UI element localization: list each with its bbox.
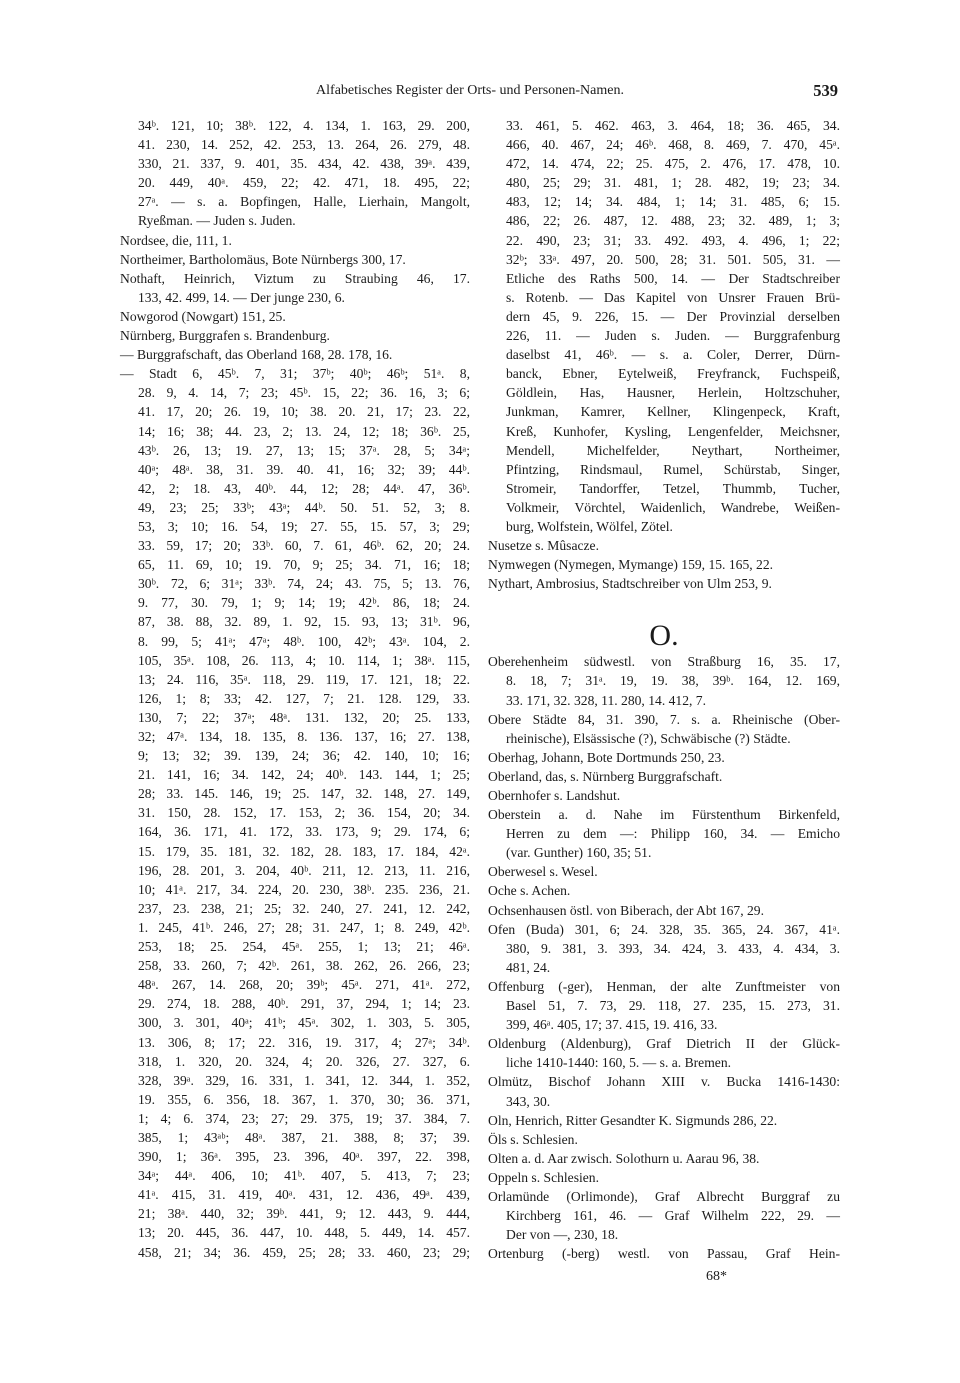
index-entry bbox=[120, 250, 470, 269]
entry-line: 126, 1; 8; 33; 42. 127, 7; 21. 128. 129, 33. bbox=[138, 690, 470, 706]
entry-line: 22. 490, 23; 31; 33. 492. 493, 4. 496, 1; 22; bbox=[506, 232, 840, 248]
entry-line: 34ᵃ; 44ᵃ. 406, 10; 41ᵇ. 407, 5. 413, 7; 23; bbox=[138, 1168, 470, 1184]
index-entry bbox=[120, 269, 470, 307]
entry-line: 458, 21; 34; 36. 459, 25; 28; 33. 460, 23; 29; bbox=[138, 1244, 470, 1260]
entry-line: 40ᵃ; 48ᵃ. 38, 31. 39. 40. 41, 16; 32; 39; 44ᵇ. bbox=[138, 461, 470, 477]
entry-line: 343, 30. bbox=[506, 1093, 551, 1109]
entry-line: 21. 141, 16; 34. 142, 24; 40ᵇ. 143. 144, 1; 25; bbox=[138, 767, 470, 783]
entry-line: Volkmeir, Vörchtel, Waidenlich, Wandrebe, Weißen- bbox=[506, 499, 840, 515]
right-column-o-entries bbox=[488, 652, 840, 1263]
entry-line: 41. 230, 14. 252, 42. 253, 13. 264, 26. 279, 48. bbox=[138, 137, 470, 153]
entry-line: Olten a. d. Aar zwisch. Solothurn u. Aarau 96, 38. bbox=[488, 1150, 760, 1166]
entry-line: Ryeßman. — Juden s. Juden. bbox=[138, 213, 296, 229]
index-entry bbox=[488, 920, 840, 977]
entry-line: 253, 18; 25. 254, 45ᵃ. 255, 1; 13; 21; 46ᵃ. bbox=[138, 939, 470, 955]
entry-line: rheinische), Elsässische (?), Schwäbische (?) Städte. bbox=[506, 730, 791, 746]
entry-line: Öls s. Schlesien. bbox=[488, 1131, 578, 1147]
left-column bbox=[120, 116, 470, 1262]
section-heading-o: O. bbox=[649, 619, 679, 653]
entry-line: s. Rotenb. — Das Kapitel von Unsrer Frauen Brü- bbox=[506, 289, 840, 305]
entry-line: Basel 51, 7. 73, 29. 118, 27. 235, 15. 273, 31. bbox=[506, 998, 840, 1014]
entry-line: Offenburg (-ger), Henman, der alte Zunftmeister von bbox=[488, 978, 840, 994]
entry-line: 481, 24. bbox=[506, 959, 551, 975]
entry-line: Göldlein, Has, Hausner, Herlein, Holtzschuher, bbox=[506, 385, 840, 401]
entry-line: 42, 2; 18. 43, 40ᵇ. 44, 12; 28; 44ᵃ. 47, 36ᵇ. bbox=[138, 480, 470, 496]
entry-line: Pfintzing, Rindsmaul, Rumel, Schürstab, Singer, bbox=[506, 461, 840, 477]
entry-line: 10; 41ᵃ. 217, 34. 224, 20. 230, 38ᵇ. 235. 236, 21. bbox=[138, 881, 470, 897]
index-entry bbox=[488, 555, 840, 574]
index-entry bbox=[488, 901, 840, 920]
index-entry bbox=[488, 977, 840, 1034]
index-entry bbox=[120, 231, 470, 250]
entry-line: daselbst 41, 46ᵇ. — s. a. Coler, Derrer, Dürn- bbox=[506, 347, 840, 363]
entry-line: Oberwesel s. Wesel. bbox=[488, 864, 598, 880]
continued-entry bbox=[120, 116, 470, 231]
entry-line: 9; 13; 32; 39. 139, 24; 36; 42. 140, 10; 16; bbox=[138, 748, 470, 764]
entry-line: Ochsenhausen östl. von Biberach, der Abt 167, 29. bbox=[488, 902, 764, 918]
entry-line: 53, 3; 10; 16. 54, 19; 27. 55, 15. 57, 3; 29; bbox=[138, 518, 470, 534]
entry-line: 19. 355, 6. 356, 18. 367, 1. 370, 30; 36. 371, bbox=[138, 1091, 470, 1107]
entry-line: 1. 245, 41ᵇ. 246, 27; 28; 31. 247, 1; 8. 249, 42ᵇ. bbox=[138, 919, 470, 935]
index-entry bbox=[488, 1149, 840, 1168]
continued-entry bbox=[488, 116, 840, 536]
entry-line: 21; 38ᵃ. 440, 32; 39ᵇ. 441, 9; 12. 443, 9. 444, bbox=[138, 1206, 470, 1222]
entry-line: 1; 4; 6. 374, 23; 27; 29. 375, 19; 37. 384, 7. bbox=[138, 1110, 470, 1126]
entry-line: 226, 11. — Juden s. Juden. — Burggrafenburg bbox=[506, 328, 840, 344]
index-entry bbox=[488, 1034, 840, 1072]
entry-line: 385, 1; 43ᵃᵇ; 48ᵃ. 387, 21. 388, 8; 37; 39. bbox=[138, 1129, 470, 1145]
entry-line: 87, 38. 88, 32. 89, 1. 92, 15. 93, 13; 31ᵇ. 96, bbox=[138, 614, 470, 630]
entry-line: 237, 23. 238, 21; 25; 32. 240, 27. 241, 12. 242, bbox=[138, 900, 470, 916]
entry-line: 13; 20. 445, 36. 447, 10. 448, 5. 449, 14. 457. bbox=[138, 1225, 470, 1241]
entry-line: 20. 449, 40ᵃ. 459, 22; 42. 471, 18. 495, 22; bbox=[138, 175, 470, 191]
entry-line: 328, 39ᵃ. 329, 16. 331, 1. 341, 12. 344, 1. 352, bbox=[138, 1072, 470, 1088]
entry-line: 33. 171, 32. 328, 11. 280, 14. 412, 7. bbox=[506, 692, 707, 708]
entry-line: 33. 461, 5. 462. 463, 3. 464, 18; 36. 465, 34. bbox=[506, 118, 840, 133]
entry-line: Junkman, Kamrer, Kellner, Klingenpeck, Kraft, bbox=[506, 404, 840, 420]
entry-line: 41. 17, 20; 26. 19, 10; 38. 20. 21, 17; 23. 22, bbox=[138, 404, 470, 420]
index-entry bbox=[488, 574, 840, 593]
entry-line: 28; 33. 145. 146, 19; 25. 147, 32. 148, 27. 149, bbox=[138, 786, 470, 802]
entry-line: Orlamünde (Orlimonde), Graf Albrecht Burggraf zu bbox=[488, 1188, 840, 1204]
entry-line: 28. 9, 4. 14, 7; 23; 45ᵇ. 15, 22; 36. 16, 3; 6; bbox=[138, 385, 470, 401]
entry-line: 483, 12; 14; 34. 484, 1; 14; 31. 485, 6; 15. bbox=[506, 194, 840, 210]
entry-line: Oche s. Achen. bbox=[488, 883, 571, 899]
index-entry bbox=[488, 710, 840, 748]
entry-line: 9. 77, 30. 79, 1; 9; 14; 19; 42ᵇ. 86, 18; 24. bbox=[138, 595, 470, 611]
index-entry bbox=[488, 536, 840, 555]
entry-line: Nordsee, die, 111, 1. bbox=[120, 232, 232, 248]
index-entry bbox=[488, 786, 840, 805]
entry-line: 472, 14. 474, 22; 25. 475, 2. 476, 17. 478, 10. bbox=[506, 156, 840, 172]
entry-line: Oppeln s. Schlesien. bbox=[488, 1169, 600, 1185]
index-entry bbox=[120, 364, 470, 1261]
entry-line: 133, 42. 499, 14. — Der junge 230, 6. bbox=[138, 289, 345, 305]
index-entry bbox=[488, 748, 840, 767]
entry-line: Nymwegen (Nymegen, Mymange) 159, 15. 165, 22. bbox=[488, 557, 774, 573]
entry-line: 15. 179, 35. 181, 32. 182, 28. 183, 17. 184, 42ᵃ. bbox=[138, 843, 470, 859]
printer-signature-mark: 68* bbox=[706, 1269, 727, 1284]
entry-line: Nowgorod (Nowgart) 151, 25. bbox=[120, 308, 286, 324]
index-entry bbox=[120, 345, 470, 364]
entry-line: 49, 23; 25; 33ᵇ; 43ᵃ; 44ᵇ. 50. 51. 52, 3; 8. bbox=[138, 499, 470, 515]
index-entry bbox=[488, 1111, 840, 1130]
entry-line: Oberland, das, s. Nürnberg Burggrafschaft. bbox=[488, 768, 723, 784]
index-entry bbox=[488, 1130, 840, 1149]
entry-line: Nothaft, Heinrich, Viztum zu Straubing 46, 17. bbox=[120, 270, 470, 286]
entry-line: 43ᵇ. 26, 13; 19. 27, 13; 15; 37ᵃ. 28, 5; 34ᵃ; bbox=[138, 442, 470, 458]
entry-line: 30ᵇ. 72, 6; 31ᵃ; 33ᵇ. 74, 24; 43. 75, 5; 13. 76, bbox=[138, 576, 470, 592]
entry-line: 8. 99, 5; 41ᵃ; 47ᵃ; 48ᵇ. 100, 42ᵇ; 43ᵃ. 104, 2. bbox=[138, 633, 470, 649]
entry-line: Kirchberg 161, 46. — Graf Wilhelm 222, 29. — bbox=[506, 1208, 840, 1224]
entry-line: Kreß, Kunhofer, Kysling, Lengenfelder, Meichsner, bbox=[506, 423, 840, 439]
entry-line: 33. 59, 17; 20; 33ᵇ. 60, 7. 61, 46ᵇ. 62, 20; 24. bbox=[138, 538, 470, 554]
entry-line: Herren zu dem —: Philipp 160, 34. — Emicho bbox=[506, 826, 840, 842]
entry-line: 164, 36. 171, 41. 172, 33. 173, 9; 29. 174, 6; bbox=[138, 824, 470, 840]
index-entry bbox=[120, 326, 470, 345]
entry-line: Stromeir, Tandorffer, Tetzel, Thummb, Tucher, bbox=[506, 480, 840, 496]
entry-line: Nürnberg, Burggrafen s. Brandenburg. bbox=[120, 328, 330, 344]
entry-line: Oln, Henrich, Ritter Gesandter K. Sigmunds 286, 22. bbox=[488, 1112, 778, 1128]
entry-line: 31. 150, 28. 152, 17. 153, 2; 36. 154, 20; 34. bbox=[138, 805, 470, 821]
entry-line: 13. 306, 8; 17; 22. 316, 19. 317, 4; 27ᵃ; 34ᵇ. bbox=[138, 1034, 470, 1050]
entry-line: 32; 47ᵃ. 134, 18. 135, 8. 136. 137, 16; 27. 138, bbox=[138, 729, 470, 744]
entry-line: Nythart, Ambrosius, Stadtschreiber von Ulm 253, 9. bbox=[488, 576, 772, 592]
entry-line: 466, 40. 467, 24; 46ᵇ. 468, 8. 469, 7. 470, 45ᵃ. bbox=[506, 137, 840, 153]
index-entry bbox=[488, 881, 840, 900]
entry-line: 380, 9. 381, 3. 393, 34. 424, 3. 433, 4. 434, 3. bbox=[506, 940, 840, 956]
entry-line: 486, 22; 26. 487, 12. 488, 23; 32. 489, 1; 3; bbox=[506, 213, 840, 229]
entry-line: Nusetze s. Mûsacze. bbox=[488, 538, 599, 554]
entry-line: 390, 1; 36ᵃ. 395, 23. 396, 40ᵃ. 397, 22. 398, bbox=[138, 1149, 470, 1165]
index-entry bbox=[488, 767, 840, 786]
entry-line: — Burggrafschaft, das Oberland 168, 28. 178, 16. bbox=[120, 347, 393, 363]
entry-line: (var. Gunther) 160, 35; 51. bbox=[506, 845, 652, 861]
entry-line: 130, 7; 22; 37ᵃ; 48ᵃ. 131. 132, 20; 25. 133, bbox=[138, 709, 470, 725]
entry-line: Mendell, Michelfelder, Neythart, Northeimer, bbox=[506, 442, 840, 458]
entry-line: 258, 33. 260, 7; 42ᵇ. 261, 38. 262, 26. 266, 23; bbox=[138, 958, 470, 974]
index-entry bbox=[488, 1168, 840, 1187]
entry-line: liche 1410-1440: 160, 5. — s. a. Bremen. bbox=[506, 1055, 732, 1071]
index-entry bbox=[488, 1244, 840, 1263]
entry-line: Oberstein a. d. Nahe im Fürstenthum Birkenfeld, bbox=[488, 807, 840, 823]
entry-line: 48ᵃ. 267, 14. 268, 20; 39ᵇ; 45ᵃ. 271, 41ᵃ. 272, bbox=[138, 977, 470, 993]
entry-line: 34ᵇ. 121, 10; 38ᵇ. 122, 4. 134, 1. 163, 29. 200, bbox=[138, 118, 470, 133]
entry-line: 29. 274, 18. 288, 40ᵇ. 291, 37, 294, 1; 14; 23. bbox=[138, 996, 470, 1012]
entry-line: 105, 35ᵃ. 108, 26. 113, 4; 10. 114, 1; 38ᵃ. 115, bbox=[138, 652, 470, 668]
entry-line: 8. 18, 7; 31ᵃ. 19, 19. 38, 39ᵇ. 164, 12. 169, bbox=[506, 673, 840, 689]
entry-line: Ofen (Buda) 301, 6; 24. 328, 35. 365, 24. 367, 41ᵃ. bbox=[488, 921, 840, 937]
entry-line: 196, 28. 201, 3. 204, 40ᵇ. 211, 12. 213, 11. 216, bbox=[138, 862, 470, 878]
entry-line: 32ᵇ; 33ᵃ. 497, 20. 500, 28; 31. 501. 505, 31. — bbox=[506, 251, 840, 267]
right-column-n-entries bbox=[488, 116, 840, 593]
entry-line: 330, 21. 337, 9. 401, 35. 434, 42. 438, 39ᵃ. 439, bbox=[138, 156, 470, 172]
page-number: 539 bbox=[813, 81, 838, 100]
index-entry bbox=[488, 1072, 840, 1110]
entry-line: 41ᵃ. 415, 31. 419, 40ᵃ. 431, 12. 436, 49ᵃ. 439, bbox=[138, 1187, 470, 1203]
index-entry bbox=[120, 307, 470, 326]
entry-line: Etliche des Raths 500, 14. — Der Stadtschreiber bbox=[506, 270, 840, 286]
entry-line: 318, 1. 320, 20. 324, 4; 20. 326, 27. 327, 6. bbox=[138, 1053, 470, 1069]
entry-line: burg, Wolfstein, Wölfel, Zötel. bbox=[506, 518, 673, 534]
entry-line: Olmütz, Bischof Johann XIII v. Bucka 1416-1430: bbox=[488, 1074, 840, 1090]
right-column bbox=[488, 116, 840, 1263]
index-entry bbox=[488, 862, 840, 881]
entry-line: 399, 46ᵃ. 405, 17; 37. 415, 19. 416, 33. bbox=[506, 1017, 718, 1033]
running-head-title: Alfabetisches Register der Orts- und Personen-Namen. bbox=[316, 83, 624, 98]
entry-line: dern 45, 9. 226, 15. — Der Provinzial derselben bbox=[506, 308, 840, 324]
entry-line: Obernhofer s. Landshut. bbox=[488, 788, 621, 803]
entry-line: Northeimer, Bartholomäus, Bote Nürnbergs 300, 17. bbox=[120, 251, 406, 267]
entry-line: Oberehenheim südwestl. von Straßburg 16, 35. 17, bbox=[488, 654, 840, 670]
entry-line: — Stadt 6, 45ᵇ. 7, 31; 37ᵇ; 40ᵇ; 46ᵇ; 51ᵃ. 8, bbox=[120, 366, 470, 382]
entry-line: Obere Städte 84, 31. 390, 7. s. a. Rheinische (Ober- bbox=[488, 711, 840, 727]
entry-line: 27ᵃ. — s. a. Bopfingen, Halle, Lierhain, Mangolt, bbox=[138, 194, 470, 210]
entry-line: Oberhag, Johann, Bote Dortmunds 250, 23. bbox=[488, 749, 725, 765]
entry-line: 14; 16; 38; 44. 23, 2; 13. 24, 12; 18; 36ᵇ. 25, bbox=[138, 423, 470, 439]
entry-line: banck, Ebner, Eytelweiß, Freyfranck, Fuchspeiß, bbox=[506, 366, 840, 382]
entry-line: 480, 25; 29; 31. 481, 1; 28. 482, 19; 23; 34. bbox=[506, 175, 840, 191]
entry-line: 65, 11. 69, 10; 19. 70, 9; 25; 34. 71, 16; 18; bbox=[138, 557, 470, 573]
entry-line: Ortenburg (-berg) westl. von Passau, Graf Hein- bbox=[488, 1246, 840, 1262]
entry-line: Der von —, 230, 18. bbox=[506, 1227, 619, 1243]
entry-line: 300, 3. 301, 40ᵃ; 41ᵇ; 45ᵃ. 302, 1. 303, 5. 305, bbox=[138, 1015, 470, 1031]
index-entry bbox=[488, 1187, 840, 1244]
entry-line: Oldenburg (Aldenburg), Graf Dietrich II der Glück- bbox=[488, 1036, 840, 1052]
index-entry bbox=[488, 652, 840, 709]
index-entry bbox=[488, 805, 840, 862]
entry-line: 13; 24. 116, 35ᵃ. 118, 29. 119, 17. 121, 18; 22. bbox=[138, 671, 470, 687]
